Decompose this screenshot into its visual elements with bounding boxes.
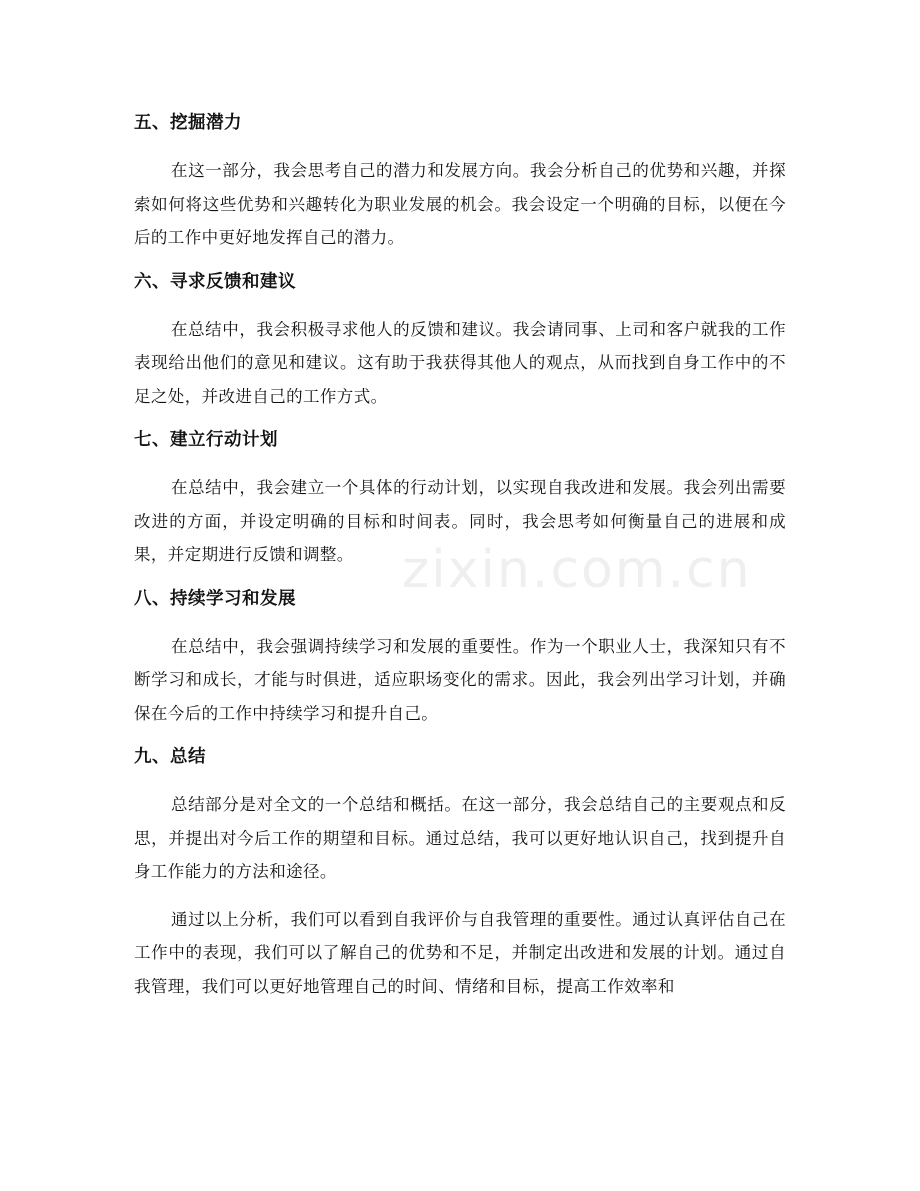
document-body	[134, 108, 786, 1015]
section-title: 八、持续学习和发展	[134, 588, 296, 609]
section-title: 六、寻求反馈和建议	[134, 271, 296, 292]
section-title: 七、建立行动计划	[134, 430, 278, 450]
section-6	[134, 267, 786, 414]
section-title: 九、总结	[134, 747, 206, 767]
section-8	[134, 584, 786, 731]
section-5	[134, 108, 786, 255]
paragraph: 在总结中，我会建立一个具体的行动计划，以实现自我改进和发展。我会列出需要改进的方面，并设定明确的目标和时间表。同时，我会思考如何衡量自己的进展和成果，并定期进行反馈和调整。	[134, 478, 786, 564]
paragraph: 在总结中，我会积极寻求他人的反馈和建议。我会请同事、上司和客户就我的工作表现给出他们的意见和建议。这有助于我获得其他人的观点，从而找到自身工作中的不足之处，并改进自己的工作方式。	[134, 319, 786, 406]
paragraph: 在总结中，我会强调持续学习和发展的重要性。作为一个职业人士，我深知只有不断学习和成长，才能与时俱进，适应职场变化的需求。因此，我会列出学习计划，并确保在今后的工作中持续学习和提升自己。	[134, 636, 786, 723]
watermark: zixin.com.cn	[402, 540, 752, 600]
paragraph: 总结部分是对全文的一个总结和概括。在这一部分，我会总结自己的主要观点和反思，并提出对今后工作的期望和目标。通过总结，我可以更好地认识自己，找到提升自身工作能力的方法和途径。	[134, 795, 786, 881]
section-title: 五、挖掘潜力	[134, 113, 242, 133]
paragraph: 通过以上分析，我们可以看到自我评价与自我管理的重要性。通过认真评估自己在工作中的表现，我们可以了解自己的优势和不足，并制定出改进和发展的计划。通过自我管理，我们可以更好地管理自己的时间、情绪和目标，提高工作效率和	[134, 909, 786, 996]
section-7	[134, 425, 786, 572]
paragraph: 在这一部分，我会思考自己的潜力和发展方向。我会分析自己的优势和兴趣，并探索如何将这些优势和兴趣转化为职业发展的机会。我会设定一个明确的目标，以便在今后的工作中更好地发挥自己的潜力。	[134, 161, 786, 247]
section-9	[134, 742, 786, 1003]
